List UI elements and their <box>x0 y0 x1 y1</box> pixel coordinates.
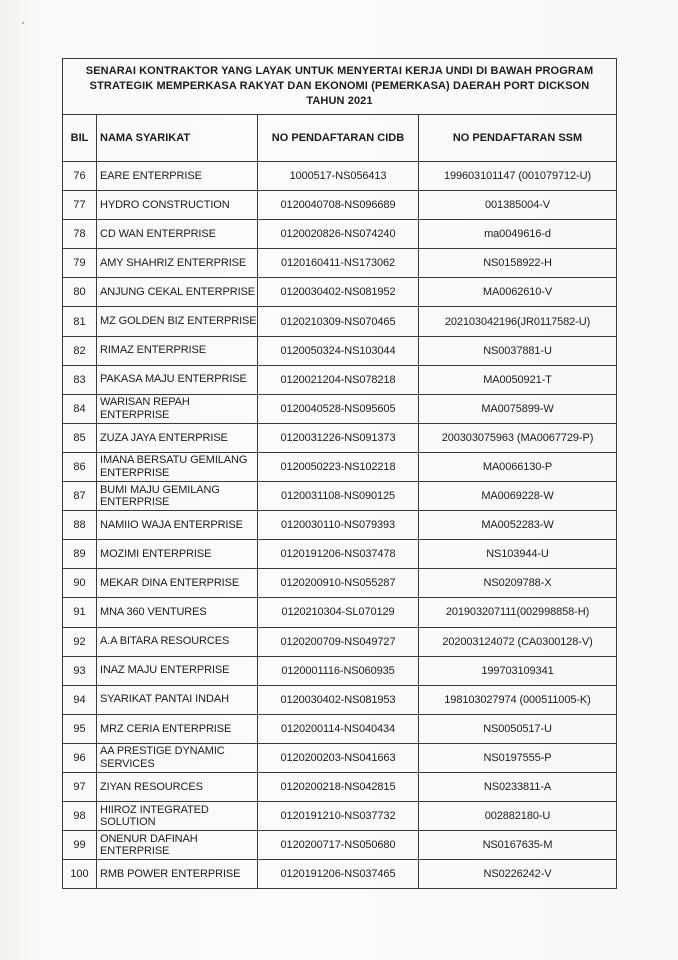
ssm-number: MA0075899-W <box>419 394 617 423</box>
cidb-number: 0120040528-NS095605 <box>258 394 419 423</box>
row-number: 99 <box>63 831 97 860</box>
table-row <box>63 656 617 685</box>
cidb-number: 1000517-NS056413 <box>258 162 419 191</box>
cidb-number: 0120191210-NS037732 <box>258 802 419 831</box>
table-row <box>63 249 617 278</box>
ssm-number: 199603101147 (001079712-U) <box>419 162 617 191</box>
table-row <box>63 162 617 191</box>
row-number: 87 <box>63 482 97 511</box>
cidb-number: 0120030402-NS081952 <box>258 278 419 307</box>
table-row <box>63 802 617 831</box>
ssm-number: 201903207111(002998858-H) <box>419 598 617 627</box>
company-name: MRZ CERIA ENTERPRISE <box>97 714 258 743</box>
row-number: 100 <box>63 860 97 889</box>
company-name: HIIROZ INTEGRATED SOLUTION <box>97 802 258 831</box>
table-row <box>63 598 617 627</box>
cidb-number: 0120001116-NS060935 <box>258 656 419 685</box>
table-row <box>63 627 617 656</box>
table-row <box>63 452 617 481</box>
row-number: 83 <box>63 365 97 394</box>
ssm-number: 200303075963 (MA0067729-P) <box>419 423 617 452</box>
ssm-number: 001385004-V <box>419 191 617 220</box>
row-number: 90 <box>63 569 97 598</box>
table-row <box>63 511 617 540</box>
row-number: 96 <box>63 743 97 772</box>
title-row <box>63 59 617 115</box>
ssm-number: NS0226242-V <box>419 860 617 889</box>
company-name: HYDRO CONSTRUCTION <box>97 191 258 220</box>
cidb-number: 0120191206-NS037478 <box>258 540 419 569</box>
row-number: 85 <box>63 423 97 452</box>
cidb-number: 0120040708-NS096689 <box>258 191 419 220</box>
company-name: NAMIIO WAJA ENTERPRISE <box>97 511 258 540</box>
row-number: 93 <box>63 656 97 685</box>
cidb-number: 0120200717-NS050680 <box>258 831 419 860</box>
company-name: MEKAR DINA ENTERPRISE <box>97 569 258 598</box>
table-row <box>63 365 617 394</box>
ssm-number: NS0050517-U <box>419 714 617 743</box>
title-line-3: TAHUN 2021 <box>306 95 373 107</box>
row-number: 94 <box>63 685 97 714</box>
company-name: ZUZA JAYA ENTERPRISE <box>97 423 258 452</box>
ssm-number: NS0158922-H <box>419 249 617 278</box>
cidb-number: 0120030402-NS081953 <box>258 685 419 714</box>
row-number: 81 <box>63 307 97 336</box>
row-number: 95 <box>63 714 97 743</box>
cidb-number: 0120020826-NS074240 <box>258 220 419 249</box>
table-row <box>63 336 617 365</box>
company-name: EARE ENTERPRISE <box>97 162 258 191</box>
table-row <box>63 220 617 249</box>
company-name: CD WAN ENTERPRISE <box>97 220 258 249</box>
company-name: IMANA BERSATU GEMILANG ENTERPRISE <box>97 452 258 481</box>
ssm-number: MA0069228-W <box>419 482 617 511</box>
cidb-number: 0120210309-NS070465 <box>258 307 419 336</box>
column-header-bil: BIL <box>63 115 97 162</box>
cidb-number: 0120200114-NS040434 <box>258 714 419 743</box>
ssm-number: NS0233811-A <box>419 772 617 801</box>
company-name: MZ GOLDEN BIZ ENTERPRISE <box>97 307 258 336</box>
ssm-number: MA0066130-P <box>419 452 617 481</box>
company-name: RIMAZ ENTERPRISE <box>97 336 258 365</box>
table-row <box>63 278 617 307</box>
cidb-number: 0120031108-NS090125 <box>258 482 419 511</box>
row-number: 84 <box>63 394 97 423</box>
contractor-table <box>62 58 617 889</box>
row-number: 82 <box>63 336 97 365</box>
cidb-number: 0120210304-SL070129 <box>258 598 419 627</box>
cidb-number: 0120030110-NS079393 <box>258 511 419 540</box>
column-header-ssm: NO PENDAFTARAN SSM <box>419 115 617 162</box>
ssm-number: ma0049616-d <box>419 220 617 249</box>
table-row <box>63 743 617 772</box>
company-name: PAKASA MAJU ENTERPRISE <box>97 365 258 394</box>
ssm-number: MA0062610-V <box>419 278 617 307</box>
company-name: MNA 360 VENTURES <box>97 598 258 627</box>
company-name: A.A BITARA RESOURCES <box>97 627 258 656</box>
cidb-number: 0120050324-NS103044 <box>258 336 419 365</box>
table-row <box>63 423 617 452</box>
cidb-number: 0120191206-NS037465 <box>258 860 419 889</box>
company-name: INAZ MAJU ENTERPRISE <box>97 656 258 685</box>
company-name: AMY SHAHRIZ ENTERPRISE <box>97 249 258 278</box>
ssm-number: NS0209788-X <box>419 569 617 598</box>
cidb-number: 0120031226-NS091373 <box>258 423 419 452</box>
ssm-number: 002882180-U <box>419 802 617 831</box>
row-number: 89 <box>63 540 97 569</box>
table-row <box>63 772 617 801</box>
cidb-number: 0120200910-NS055287 <box>258 569 419 598</box>
row-number: 76 <box>63 162 97 191</box>
table-row <box>63 714 617 743</box>
ssm-number: MA0050921-T <box>419 365 617 394</box>
row-number: 86 <box>63 452 97 481</box>
ssm-number: 202103042196(JR0117582-U) <box>419 307 617 336</box>
ssm-number: NS0167635-M <box>419 831 617 860</box>
table-row <box>63 860 617 889</box>
cidb-number: 0120050223-NS102218 <box>258 452 419 481</box>
row-number: 79 <box>63 249 97 278</box>
company-name: WARISAN REPAH ENTERPRISE <box>97 394 258 423</box>
cidb-number: 0120021204-NS078218 <box>258 365 419 394</box>
table-row <box>63 191 617 220</box>
table-row <box>63 569 617 598</box>
company-name: AA PRESTIGE DYNAMIC SERVICES <box>97 743 258 772</box>
table-row <box>63 831 617 860</box>
table-row <box>63 394 617 423</box>
table-row <box>63 307 617 336</box>
ssm-number: MA0052283-W <box>419 511 617 540</box>
company-name: ANJUNG CEKAL ENTERPRISE <box>97 278 258 307</box>
row-number: 88 <box>63 511 97 540</box>
company-name: ONENUR DAFINAH ENTERPRISE <box>97 831 258 860</box>
cidb-number: 0120160411-NS173062 <box>258 249 419 278</box>
row-number: 78 <box>63 220 97 249</box>
ssm-number: NS103944-U <box>419 540 617 569</box>
column-header-name: NAMA SYARIKAT <box>97 115 258 162</box>
table-row <box>63 482 617 511</box>
title-line-2: STRATEGIK MEMPERKASA RAKYAT DAN EKONOMI (PEMERKASA) DAERAH PORT DICKSON <box>89 80 590 92</box>
company-name: RMB POWER ENTERPRISE <box>97 860 258 889</box>
ssm-number: 198103027974 (000511005-K) <box>419 685 617 714</box>
company-name: ZIYAN RESOURCES <box>97 772 258 801</box>
ssm-number: NS0037881-U <box>419 336 617 365</box>
cidb-number: 0120200203-NS041663 <box>258 743 419 772</box>
company-name: MOZIMI ENTERPRISE <box>97 540 258 569</box>
ssm-number: 202003124072 (CA0300128-V) <box>419 627 617 656</box>
cidb-number: 0120200709-NS049727 <box>258 627 419 656</box>
column-header-cidb: NO PENDAFTARAN CIDB <box>258 115 419 162</box>
title-line-1: SENARAI KONTRAKTOR YANG LAYAK UNTUK MENYERTAI KERJA UNDI DI BAWAH PROGRAM <box>85 65 594 77</box>
table-row <box>63 685 617 714</box>
scan-speck <box>22 22 24 24</box>
row-number: 80 <box>63 278 97 307</box>
company-name: BUMI MAJU GEMILANG ENTERPRISE <box>97 482 258 511</box>
header-row <box>63 115 617 162</box>
company-name: SYARIKAT PANTAI INDAH <box>97 685 258 714</box>
row-number: 91 <box>63 598 97 627</box>
ssm-number: NS0197555-P <box>419 743 617 772</box>
row-number: 97 <box>63 772 97 801</box>
ssm-number: 199703109341 <box>419 656 617 685</box>
row-number: 92 <box>63 627 97 656</box>
row-number: 98 <box>63 802 97 831</box>
table-row <box>63 540 617 569</box>
cidb-number: 0120200218-NS042815 <box>258 772 419 801</box>
row-number: 77 <box>63 191 97 220</box>
document-title <box>63 59 617 115</box>
